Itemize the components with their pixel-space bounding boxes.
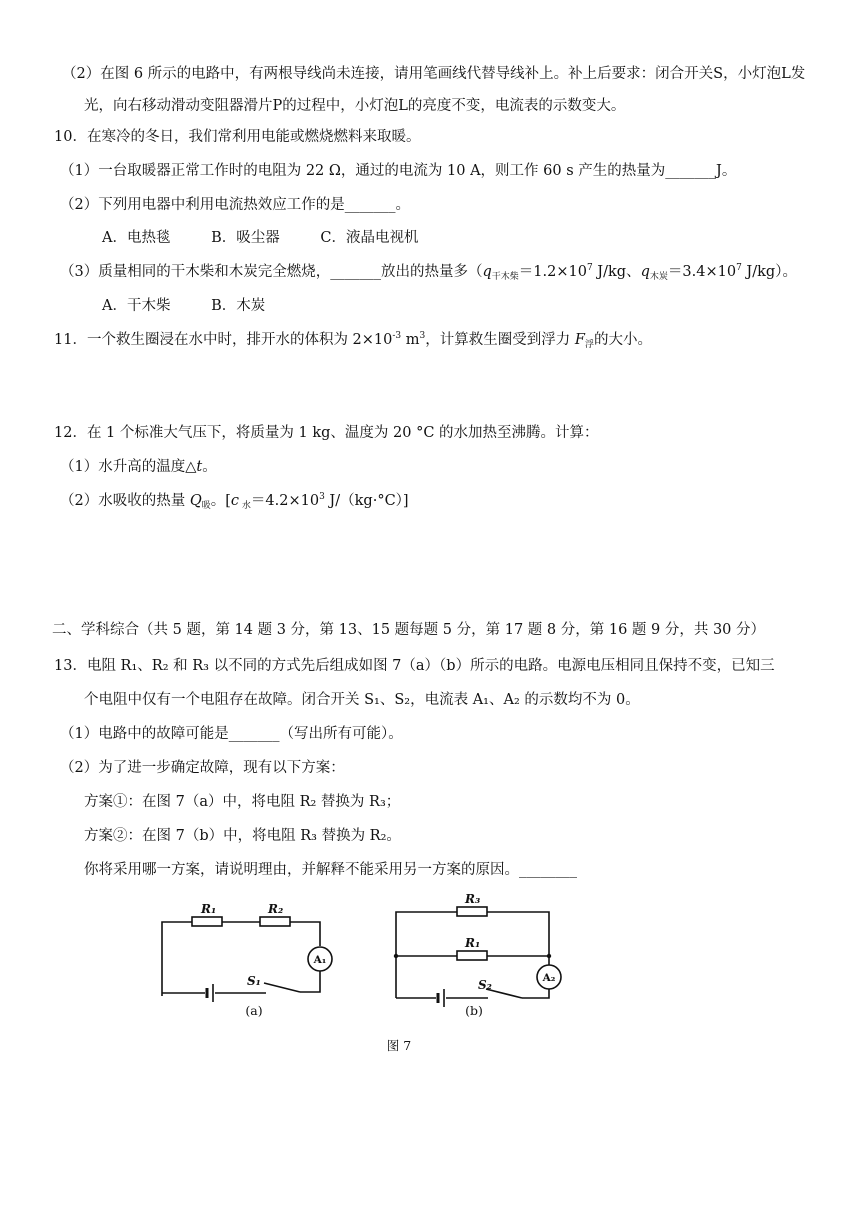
q9-part2-line1: （2）在图 6 所示的电路中，有两根导线尚未连接，请用笔画线代替导线补上。补上后要求：闭合开关S，小灯泡L发 [62, 66, 806, 82]
label-r1-b: R₁ [465, 936, 481, 950]
q12-c-subscript: 水 [239, 501, 251, 511]
label-r3-b: R₃ [465, 892, 481, 906]
q-value: ＝1.2×10 [518, 264, 587, 280]
q9-part2-line2: 光，向右移动滑动变阻器滑片P的过程中，小灯泡L的亮度不变，电流表的示数变大。 [84, 98, 626, 114]
junction-dot [547, 954, 551, 958]
circuit-a [162, 917, 332, 1002]
resistor-r2 [260, 917, 290, 926]
q12-c-unit: J/（kg·°C）] [324, 493, 409, 509]
caption-a: (a) [245, 1003, 263, 1018]
q-unit: J/kg）。 [741, 264, 797, 280]
q11-force-subscript: 浮 [584, 340, 594, 350]
option-b: B．吸尘器 [211, 230, 280, 246]
q13-part1: （1）电路中的故障可能是_______（写出所有可能）。 [60, 726, 403, 742]
q12-part2-mid: 。[ [210, 493, 231, 509]
caption-b: (b) [465, 1003, 483, 1018]
q-subscript: 干木柴 [491, 272, 519, 282]
q13-plan2: 方案②：在图 7（b）中，将电阻 R₃ 替换为 R₂。 [84, 828, 401, 844]
q11-text: 11．一个救生圈浸在水中时，排开水的体积为 2×10 [54, 332, 393, 348]
q10-part3-text: （3）质量相同的干木柴和木炭完全燃烧，_______放出的热量多（ [60, 264, 483, 280]
label-a1: A₁ [313, 954, 327, 966]
switch-s1 [264, 983, 300, 992]
q12-Q-symbol: Q [189, 493, 202, 509]
figure-caption: 图 7 [386, 1038, 412, 1053]
q11-exponent: -3 [392, 331, 402, 341]
option-a: A．电热毯 [102, 230, 171, 246]
q11-text-end: 的大小。 [593, 332, 652, 348]
label-r2-a: R₂ [268, 902, 284, 916]
q12-part1-end: 。 [202, 459, 217, 475]
q-unit: J/kg、 [592, 264, 641, 280]
q12-part2-text: （2）水吸收的热量 [60, 493, 190, 509]
q11-unit-exponent: 3 [419, 331, 426, 341]
section2-heading: 二、学科综合（共 5 题，第 14 题 3 分，第 13、15 题每题 5 分，第 17 题 8 分，第 16 题 9 分，共 30 分） [52, 622, 766, 638]
q13-ask: 你将采用哪一方案，请说明理由，并解释不能采用另一方案的原因。________ [84, 862, 577, 878]
q-exponent: 7 [736, 263, 742, 273]
option-c: C．液晶电视机 [320, 230, 419, 246]
q-value: ＝3.4×10 [667, 264, 737, 280]
q12-stem: 12．在 1 个标准大气压下，将质量为 1 kg、温度为 20 °C 的水加热至沸腾。计算： [54, 425, 599, 441]
q12-part1-text: （1）水升高的温度△ [60, 459, 197, 475]
q11-text: ，计算救生圈受到浮力 [425, 332, 575, 348]
q12-Q-subscript: 吸 [201, 501, 211, 511]
label-s1: S₁ [247, 974, 261, 988]
q12-t-symbol: t [196, 459, 203, 475]
q-exponent: 7 [586, 263, 593, 273]
q10-stem: 10．在寒冷的冬日，我们常利用电能或燃烧燃料来取暖。 [54, 129, 421, 145]
q13-line1: 13．电阻 R₁、R₂ 和 R₃ 以不同的方式先后组成如图 7（a）（b）所示的电路。电源电压相同且保持不变，已知三 [54, 658, 775, 674]
q10-part1: （1）一台取暖器正常工作时的电阻为 22 Ω，通过的电流为 10 A，则工作 60 s 产生的热量为_______J。 [60, 163, 737, 179]
q13-line2: 个电阻中仅有一个电阻存在故障。闭合开关 S₁、S₂，电流表 A₁、A₂ 的示数均不为 0。 [84, 692, 640, 708]
q12-c-exponent: 3 [319, 492, 325, 502]
resistor-r3 [457, 907, 487, 916]
label-a2: A₂ [542, 972, 556, 984]
q12-c-symbol: c [230, 493, 240, 509]
q10-part2: （2）下列用电器中利用电流热效应工作的是_______。 [60, 197, 410, 213]
q13-plan1: 方案①：在图 7（a）中，将电阻 R₂ 替换为 R₃； [84, 794, 401, 810]
resistor-r1 [457, 951, 487, 960]
q13-part2: （2）为了进一步确定故障，现有以下方案： [60, 760, 345, 776]
q12-c-value: ＝4.2×10 [250, 493, 320, 509]
q-subscript: 木炭 [649, 272, 668, 282]
q11-unit: m [401, 332, 420, 348]
resistor-r1 [192, 917, 222, 926]
label-r1-a: R₁ [201, 902, 217, 916]
junction-dot [394, 954, 398, 958]
label-s2: S₂ [478, 978, 492, 992]
option-a: A．干木柴 [102, 298, 171, 314]
q11-force-symbol: F [574, 332, 585, 348]
option-b: B．木炭 [211, 298, 266, 314]
q-symbol: q [640, 264, 650, 280]
circuit-b [396, 907, 561, 1007]
q-symbol: q [482, 264, 492, 280]
